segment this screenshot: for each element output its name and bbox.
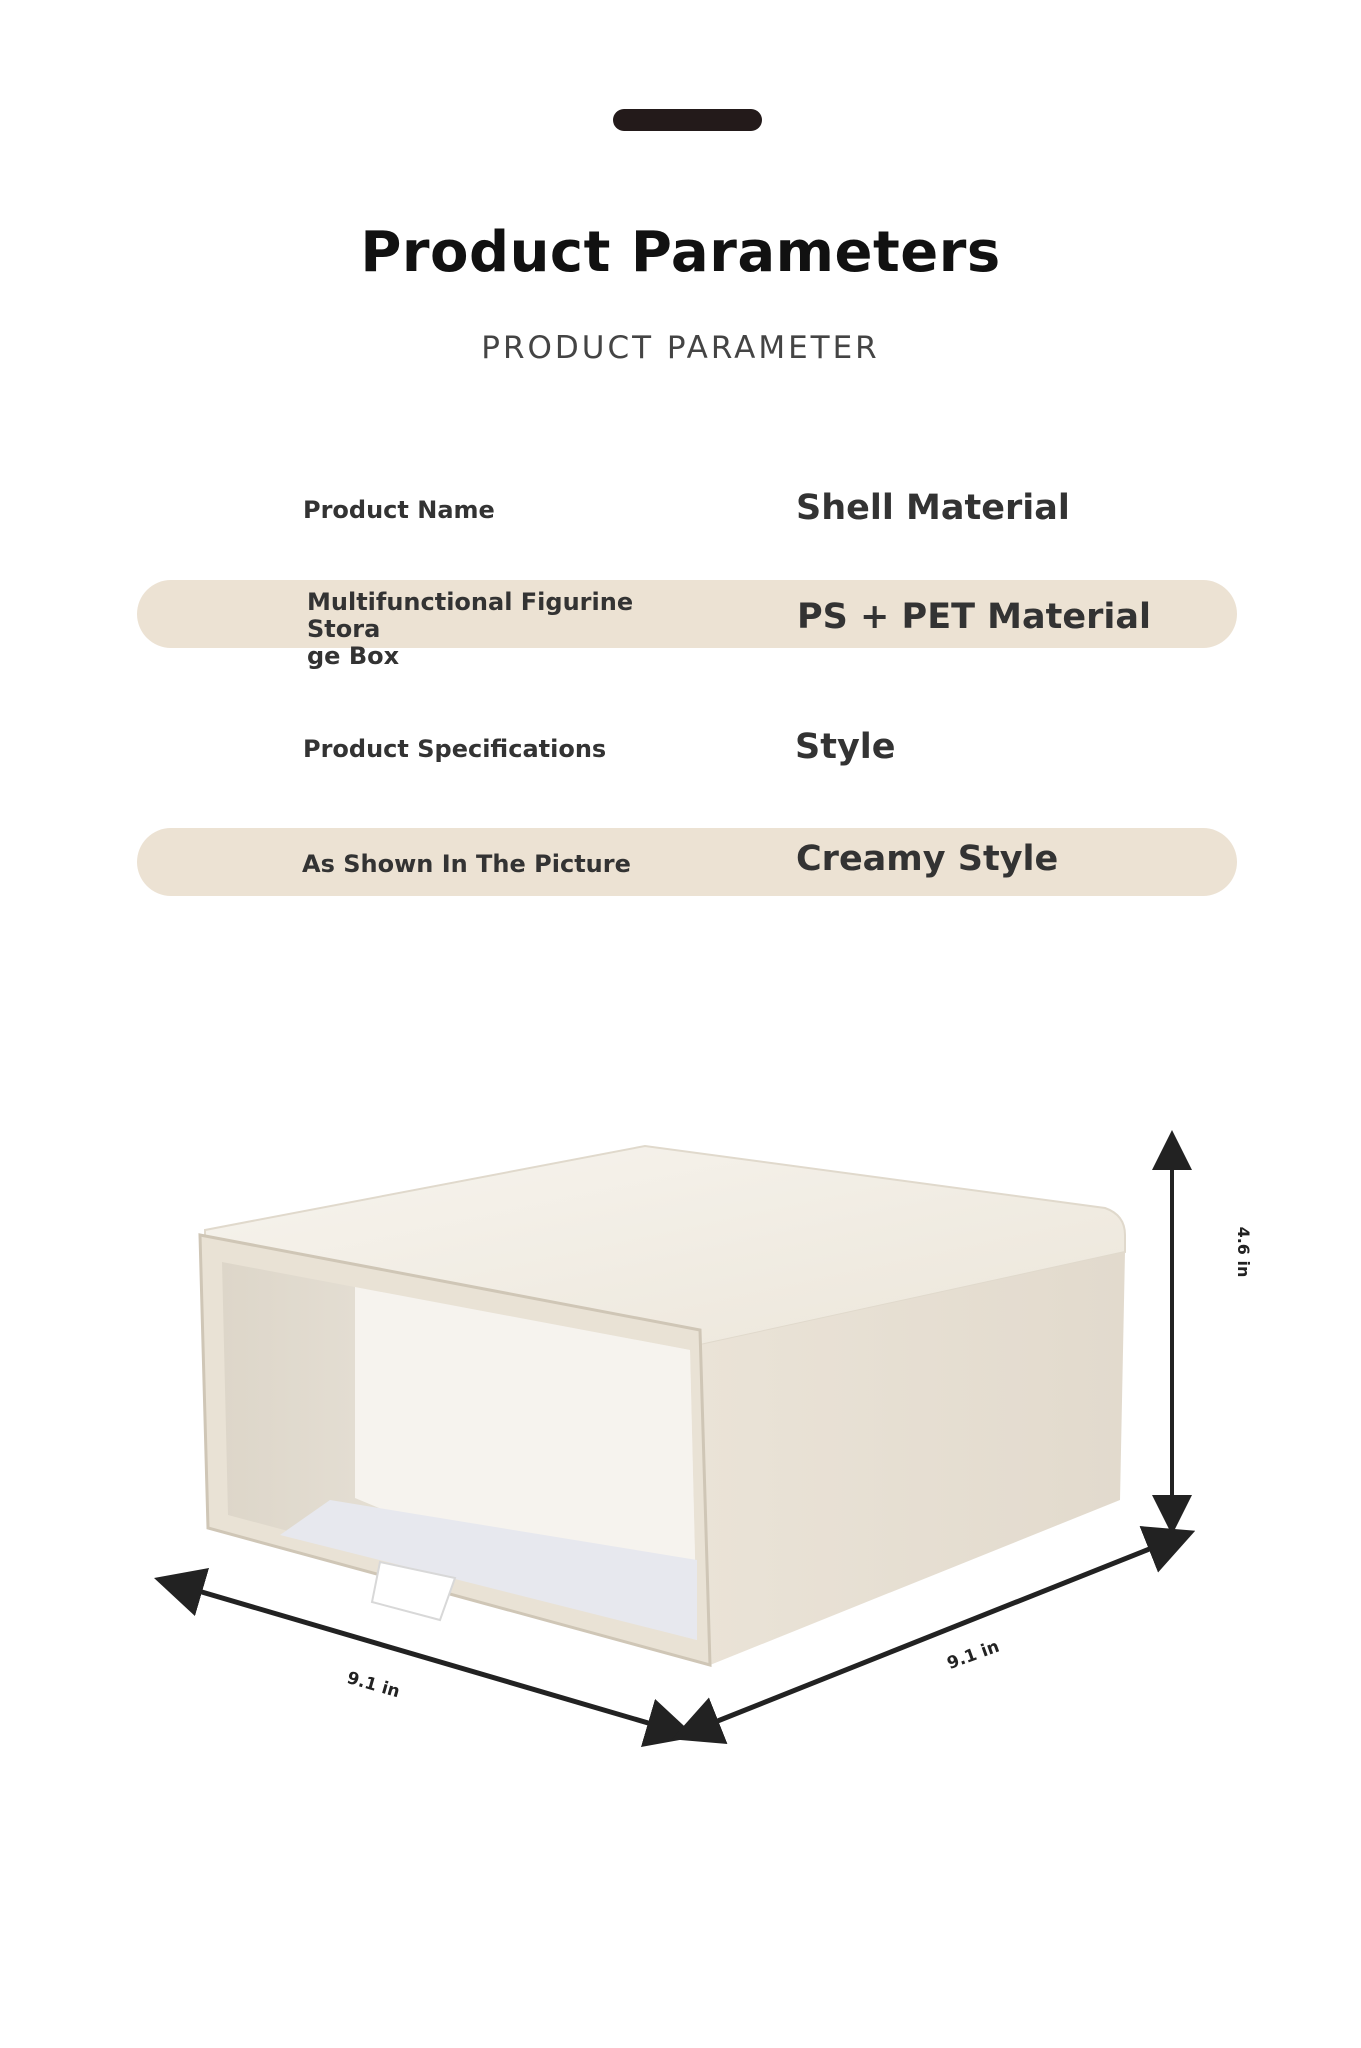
- product-name-label: Product Name: [303, 496, 495, 524]
- style-value: Creamy Style: [796, 839, 1059, 879]
- product-name-value: [307, 589, 707, 670]
- top-indicator-bar: [613, 109, 762, 131]
- depth-label: 9.1 in: [944, 1636, 1003, 1674]
- shell-material-label: Shell Material: [796, 488, 1070, 528]
- product-name-value-line2: ge Box: [307, 642, 400, 670]
- page-title: Product Parameters: [360, 220, 1001, 285]
- style-label: Style: [795, 727, 896, 767]
- product-specifications-label: Product Specifications: [303, 735, 607, 763]
- height-label: 4.6 in: [1234, 1226, 1253, 1278]
- page-subtitle: PRODUCT PARAMETER: [481, 330, 880, 366]
- width-label: 9.1 in: [344, 1668, 403, 1703]
- shell-material-value: PS + PET Material: [797, 597, 1151, 637]
- product-name-value-line1: Multifunctional Figurine Stora: [307, 588, 634, 643]
- product-specifications-value: As Shown In The Picture: [302, 850, 631, 878]
- product-photo: [0, 1100, 1361, 1800]
